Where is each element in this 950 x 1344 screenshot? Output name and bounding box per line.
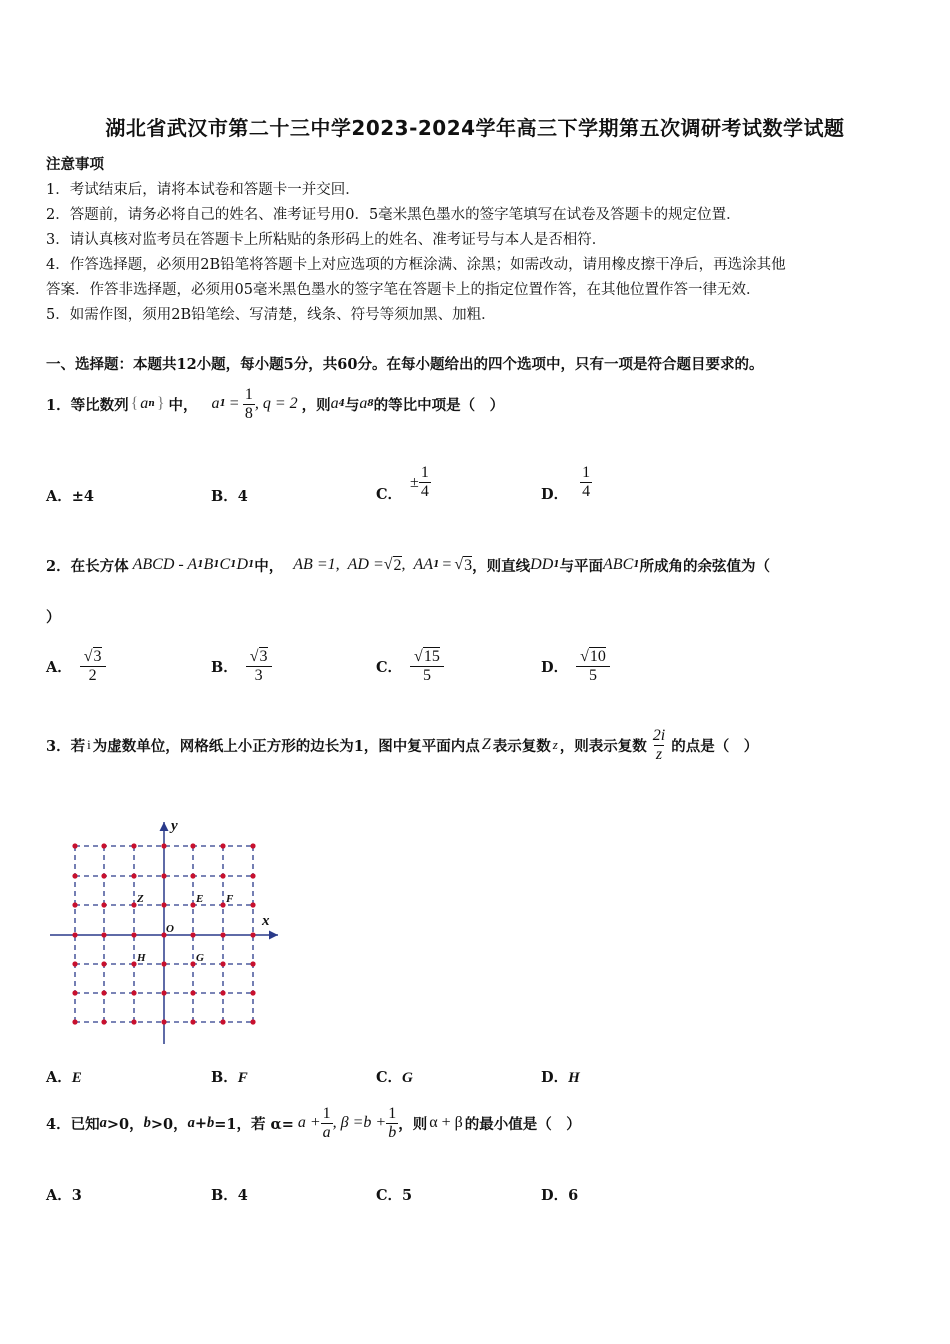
q3-option-a-label: A． [46, 1069, 72, 1086]
q4-frac-a-den: a [322, 1123, 331, 1141]
q2-aa-val: 3 [464, 556, 473, 574]
q1-c-num: 1 [420, 464, 429, 481]
q2-abc-sub: 1 [633, 560, 640, 570]
grid-point [161, 902, 166, 907]
grid-point [190, 902, 195, 907]
q2-a-den: 2 [80, 666, 106, 685]
q2-option-a-label: A． [46, 658, 72, 676]
q1-eq: = [229, 395, 239, 412]
section-heading: 一、选择题：本题共12小题，每小题5分，共60分。在每小题给出的四个选项中，只有一项是符合题目要求的。 [46, 356, 764, 373]
q3-t1: 为虚数单位，网格纸上小正方形的边长为1，图中复平面内点 [92, 737, 480, 755]
q2-b-num: 3 [259, 647, 268, 665]
q2-sub-a: 1 [197, 560, 204, 570]
q1-c-den: 4 [420, 483, 429, 500]
grid-point [190, 932, 195, 937]
label-x: x [262, 913, 270, 929]
grid-point [161, 873, 166, 878]
q1-suffix: 的等比中项是（ ） [373, 396, 505, 414]
q1-frac-den: 8 [244, 404, 253, 422]
q1-option-c-label: C． [376, 486, 403, 503]
notice-item-4: 4．作答选择题，必须用2B铅笔将答题卡上对应选项的方框涂满、涂黑；如需改动，请用橡皮擦干净后，再选涂其他 [46, 257, 786, 273]
q1-a1-sub: 1 [219, 399, 226, 409]
q2-dd: DD [530, 556, 554, 573]
grid-point [250, 990, 255, 995]
q1-option-c-frac [419, 464, 431, 501]
q2-plane-word: 与平面 [559, 557, 604, 575]
q2-option-b-frac: $\frac{√3}{3}$ [248, 648, 270, 685]
question-4 [46, 1100, 581, 1146]
grid-point [250, 932, 255, 937]
grid-point [220, 843, 225, 848]
q2-mid: 中， [254, 557, 284, 575]
q3-t3: ，则表示复数 [559, 737, 647, 755]
grid-point [72, 873, 77, 878]
q4-frac-b-num: 1 [388, 1104, 397, 1122]
q2-d-den: 5 [576, 666, 610, 685]
q4-then: ，则 [398, 1115, 428, 1133]
grid-point [72, 902, 77, 907]
q2-option-d[interactable] [541, 642, 608, 690]
q4-b2: b [207, 1114, 215, 1131]
q4-option-d[interactable]: D．6 [541, 1187, 579, 1204]
q1-option-d[interactable] [541, 460, 592, 505]
q1-and: 与 [344, 396, 360, 414]
q3-frac [651, 727, 667, 764]
notice-heading: 注意事项 [46, 156, 104, 173]
q2-aa-eq: = [442, 556, 452, 573]
grid-point [190, 990, 195, 995]
q3-frac-num: 2i [652, 726, 666, 744]
q3-option-b[interactable] [211, 1066, 248, 1087]
q2-option-a[interactable] [46, 642, 104, 690]
q2-a-num: 3 [93, 647, 102, 665]
grid-point [131, 932, 136, 937]
q2-close: ） [46, 609, 61, 626]
grid-point [131, 843, 136, 848]
q2-c-den: 5 [410, 666, 444, 685]
q1-an-sub: n [148, 399, 155, 409]
label-h: H [137, 952, 146, 964]
q4-eq1: =1，若 α= [214, 1115, 294, 1133]
grid-point [131, 961, 136, 966]
q2-option-c-label: C． [376, 658, 403, 676]
grid-point [101, 1019, 106, 1024]
q3-prefix: 3．若 [46, 737, 86, 755]
grid-point [101, 961, 106, 966]
complex-plane-grid [40, 812, 290, 1052]
q2-box: ABCD - A [132, 556, 198, 573]
notice-item-3: 3．请认真核对监考员在答题卡上所粘贴的条形码上的姓名、准考证号与本人是否相符． [46, 232, 607, 248]
grid-point [250, 902, 255, 907]
q2-ab: AB =1, [293, 556, 340, 573]
q2-box-b: B [203, 556, 214, 573]
q3-option-b-label: B． [211, 1069, 238, 1086]
q4-a2: a [187, 1114, 195, 1131]
grid-point [161, 961, 166, 966]
label-g: G [196, 952, 204, 964]
q2-suffix: 所成角的余弦值为（ [639, 557, 770, 575]
grid-point [72, 961, 77, 966]
q1-a8-sub: 8 [367, 399, 374, 409]
grid-point [250, 873, 255, 878]
q4-option-b[interactable]: B．4 [211, 1187, 248, 1204]
q2-ad: AD = [347, 556, 384, 573]
grid-point [131, 1019, 136, 1024]
q2-sub-d: 1 [248, 560, 255, 570]
q1-an: a [140, 395, 149, 412]
q2-option-b-label: B． [211, 658, 238, 676]
grid-point [220, 873, 225, 878]
page-title: 湖北省武汉市第二十三中学2023-2024学年高三下学期第五次调研考试数学试题 [105, 116, 845, 140]
q4-frac-b [386, 1105, 398, 1142]
q1-a4: a [330, 395, 339, 412]
q4-alpha-a: a + [297, 1114, 321, 1131]
q2-option-a-frac: $\frac{√3}{2}$ [82, 648, 104, 685]
grid-point [220, 990, 225, 995]
grid-point [190, 843, 195, 848]
grid-point [250, 1019, 255, 1024]
grid-point [220, 1019, 225, 1024]
grid-point [131, 990, 136, 995]
grid-point [161, 1019, 166, 1024]
grid-point [101, 990, 106, 995]
q2-abc: ABC [603, 556, 634, 573]
q3-i: i [87, 737, 91, 752]
q1-option-d-label: D． [541, 486, 569, 503]
grid-point [72, 990, 77, 995]
q1-q: , q = 2 [254, 395, 298, 412]
q1-option-a[interactable]: A．±4 [46, 488, 94, 505]
q4-frac-b-den: b [388, 1123, 397, 1141]
q4-frac-a-num: 1 [322, 1104, 331, 1122]
q2-option-c[interactable] [376, 642, 442, 690]
notice-item-5: 5．如需作图，须用2B铅笔绘、写清楚，线条、符号等须加黑、加粗． [46, 307, 496, 323]
q1-frac-num: 1 [244, 385, 253, 403]
q4-b: b [143, 1114, 151, 1131]
q1-option-c[interactable] [376, 460, 431, 505]
grid-point [101, 843, 106, 848]
q3-option-d-label: D． [541, 1069, 569, 1086]
q2-ad-val: 2 [393, 556, 402, 574]
q3-t2: 表示复数 [492, 737, 551, 755]
q3-option-c[interactable] [376, 1066, 413, 1087]
q3-option-d[interactable] [541, 1066, 580, 1087]
label-f: F [226, 893, 234, 905]
q1-prefix: 1．等比数列 [46, 396, 129, 414]
q2-sub-b: 1 [213, 560, 220, 570]
grid-point [72, 932, 77, 937]
notice-item-1: 1．考试结束后，请将本试卷和答题卡一并交回． [46, 182, 360, 198]
q4-frac-a [321, 1105, 333, 1142]
q4-option-c[interactable]: C．5 [376, 1187, 413, 1204]
q4-beta: , β =b + [332, 1114, 387, 1131]
grid-point [72, 843, 77, 848]
q3-Z: Z [481, 736, 491, 753]
grid-point [250, 961, 255, 966]
q4-expr: α + β [429, 1114, 463, 1131]
q3-option-b-val: F [237, 1070, 248, 1086]
q1-d-num: 1 [582, 464, 591, 481]
q3-option-a[interactable] [46, 1066, 82, 1087]
q4-sum: + [194, 1114, 207, 1132]
grid-point [190, 961, 195, 966]
q4-gt0b: >0， [150, 1115, 188, 1133]
q2-dd-sub: 1 [553, 560, 560, 570]
question-3 [46, 722, 758, 768]
q1-cond: ，则 [301, 396, 331, 414]
q4-option-a[interactable]: A．3 [46, 1187, 82, 1204]
grid-point [101, 902, 106, 907]
q2-option-d-label: D． [541, 658, 569, 676]
q1-mid: 中， [168, 396, 198, 414]
q1-a8: a [359, 395, 368, 412]
grid-point [101, 932, 106, 937]
grid-point [220, 932, 225, 937]
q1-option-b[interactable]: B．4 [211, 488, 248, 505]
q2-option-b[interactable] [211, 642, 270, 690]
grid-point [131, 873, 136, 878]
question-2: 2．在长方体 ABCD - A 1 B 1 C 1 D 1 中， AB =1, AD = √ 2 , AA 1 = √ 3 ，则直线 DD 1 与平面 ABC 1 所成角的余弦值为（ [46, 556, 770, 575]
grid-point [131, 902, 136, 907]
q1-option-d-frac [580, 464, 592, 501]
q3-suffix: 的点是（ ） [671, 737, 759, 755]
grid-point [190, 873, 195, 878]
q2-sub-c: 1 [230, 560, 237, 570]
q2-box-c: C [219, 556, 231, 573]
q1-a1: a [211, 395, 220, 412]
q4-a: a [99, 1114, 107, 1131]
grid-point [250, 843, 255, 848]
label-z: Z [137, 893, 144, 905]
grid-point [220, 961, 225, 966]
q2-c-num: 15 [423, 647, 440, 665]
q1-d-den: 4 [582, 483, 591, 500]
q2-then: ，则直线 [472, 557, 531, 575]
q3-z: z [552, 737, 558, 752]
grid-point [220, 902, 225, 907]
q3-option-c-label: C． [376, 1069, 403, 1086]
notice-item-2: 2．答题前，请务必将自己的姓名、准考证号用0．5毫米黑色墨水的签字笔填写在试卷及答题卡的规定位置． [46, 207, 741, 223]
grid-point [190, 1019, 195, 1024]
q2-option-c-frac: $\frac{√15}{5}$ [412, 648, 442, 685]
q1-a4-sub: 4 [338, 399, 345, 409]
q2-aa-sub: 1 [433, 560, 440, 570]
q3-option-d-val: H [568, 1070, 580, 1086]
q3-frac-den: z [655, 745, 663, 763]
label-o: O [166, 923, 174, 935]
label-y: y [171, 818, 178, 834]
q2-d-num: 10 [589, 647, 606, 665]
grid-point [72, 1019, 77, 1024]
q2-prefix: 2．在长方体 [46, 557, 129, 575]
question-1: 1．等比数列 { a n } 中， a 1 = $\frac{1}{8}$ , q = 2 ，则 a 4 与 a 8 的等比中项是（ ） [46, 385, 505, 422]
q4-prefix: 4．已知 [46, 1115, 100, 1133]
grid-point [161, 843, 166, 848]
grid-point [101, 873, 106, 878]
label-e: E [196, 893, 204, 905]
notice-item-4-cont: 答案．作答非选择题，必须用05毫米黑色墨水的签字笔在答题卡上的指定位置作答，在其他位置作答一律无效． [46, 282, 761, 298]
q4-suffix: 的最小值是（ ） [464, 1115, 581, 1133]
grid-point [161, 990, 166, 995]
q1-option-c-sign: ± [410, 473, 419, 491]
q2-option-d-frac: $\frac{√10}{5}$ [578, 648, 608, 685]
q3-option-c-val: G [402, 1070, 413, 1086]
q2-box-d: D [236, 556, 248, 573]
q4-gt0a: >0， [106, 1115, 144, 1133]
q1-fraction [243, 386, 255, 423]
q2-b-den: 3 [246, 666, 272, 685]
q2-aa: AA [413, 556, 434, 573]
q3-option-a-val: E [71, 1070, 82, 1086]
